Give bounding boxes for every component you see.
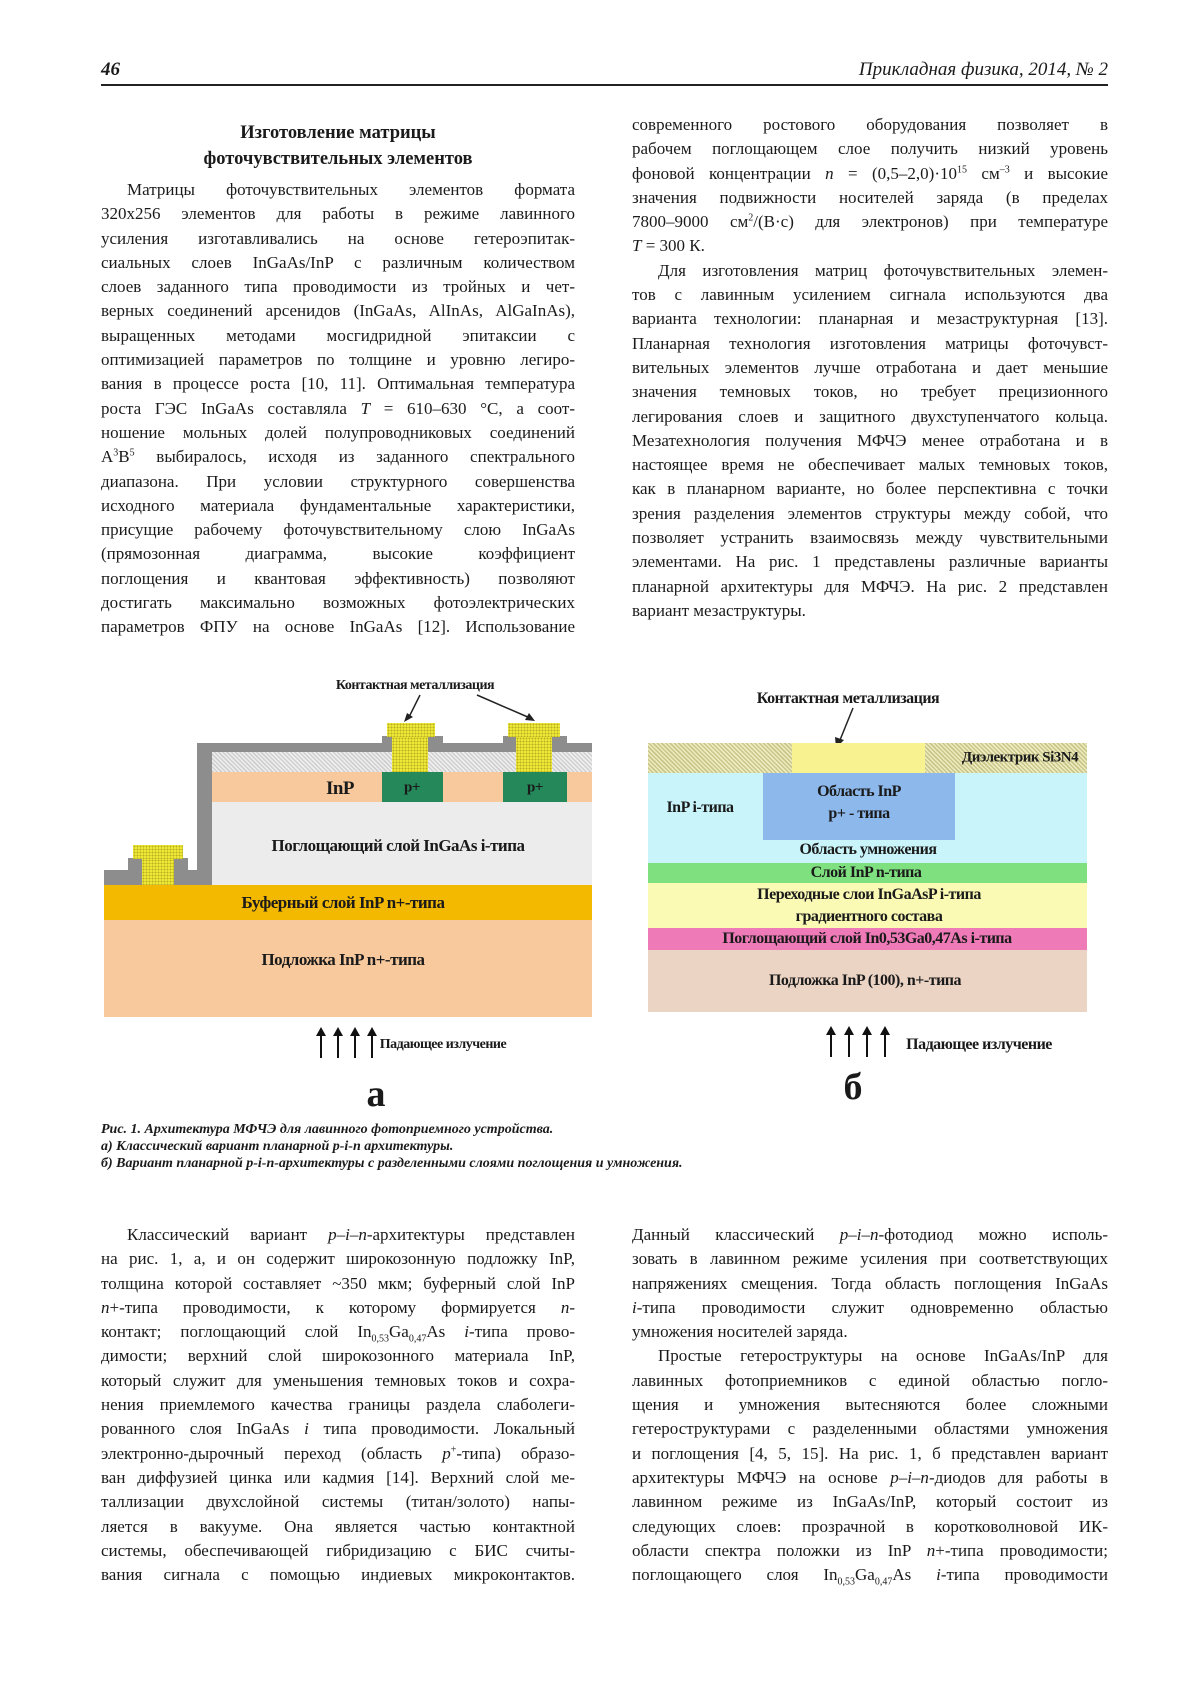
text-segment: контакт; поглощающий слой In (101, 1322, 372, 1342)
text-line: ношение мольных долей полупроводниковых соединений (101, 422, 575, 442)
text-line: зрения разделения элементов структуры между собой, что (632, 503, 1108, 523)
italic-segment: n (825, 163, 834, 183)
supscript-segment: 15 (957, 163, 967, 175)
contact-metal (792, 743, 925, 773)
text-segment: = 300 К. (641, 236, 705, 256)
text-segment: Классический вариант (127, 1225, 329, 1244)
p-plus-label: p+ (527, 779, 543, 796)
text-line (101, 1442, 575, 1466)
subscript-segment: 0,47 (408, 1333, 427, 1345)
text-line: оптимизацией параметров по толщине и уровню легиро- (101, 350, 575, 370)
text-line: элементами. На рис. 1 представлены различные варианты (632, 552, 1108, 572)
supscript-segment: 3 (113, 447, 119, 459)
text-line (101, 1417, 575, 1441)
italic-segment: p–i–n (328, 1225, 367, 1244)
italic-segment: n (926, 1540, 936, 1560)
text-segment: см (967, 163, 1000, 183)
text-line: лавинных фотоприемников с единой областью погло- (632, 1370, 1108, 1390)
text-line: современного ростового оборудования позволяет в (632, 115, 1108, 134)
text-segment: архитектуры МФЧЭ на основе (632, 1467, 891, 1487)
text-segment: +-типа проводимости, к которому формируется (109, 1297, 561, 1317)
column-bottom-right (632, 1223, 1108, 1587)
text-line: зовать в лавинном режиме усиления при соответствующих (632, 1249, 1108, 1269)
inp-label: InP (325, 778, 355, 799)
text-line (101, 1320, 575, 1344)
text-line: 320x256 элементов для работы в режиме лавинного (101, 204, 575, 224)
text-line: вительных элементов лучше отработана и дает меньшие (632, 357, 1108, 377)
italic-segment: T (632, 236, 642, 256)
text-line: слоев заданного типа проводимости из тройных и чет- (101, 277, 575, 297)
text-line (101, 1223, 575, 1247)
text-line (632, 1563, 1108, 1587)
text-line: рабочем поглощающем слое получить низкий уровень (632, 139, 1108, 159)
italic-segment: i (304, 1419, 309, 1439)
text-line: Матрицы фоточувствительных элементов формата (127, 180, 575, 199)
text-line: системы, обеспечивающей гибридизацию с БИС считы- (101, 1540, 575, 1560)
buffer-label: Буферный слой InP n+-типа (241, 893, 445, 912)
text-segment: -типа проводимости служит одновременно областью (636, 1297, 1108, 1317)
supscript-segment: –3 (999, 163, 1010, 175)
text-line: ван диффузией цинка или кадмия [14]. Верхний слой ме- (101, 1467, 575, 1487)
text-line: нения приемлемого качества границы раздела слаболеги- (101, 1395, 575, 1415)
figure-caption (101, 1121, 683, 1172)
text-line: щения и умножения вытесняются более сложными (632, 1395, 1108, 1415)
contact-metallization-label: Контактная металлизация (756, 690, 940, 707)
italic-segment: p–i–n (839, 1225, 879, 1244)
text-line: позволяет устранить взаимосвязь между чувствительными (632, 528, 1108, 548)
p-region-type-label: p+ - типа (828, 805, 890, 822)
text-line: планарной архитектуры для МФЧЭ. На рис. 2 представлен (632, 576, 1108, 596)
substrate-label: Подложка InP (100), n+-типа (768, 972, 962, 989)
text-line (101, 1296, 575, 1320)
text-segment: As (426, 1322, 465, 1342)
text-line: вания сигнала с помощью индиевых микроконтактов. (101, 1565, 575, 1585)
text-segment: 7800–9000 см (632, 212, 749, 232)
incident-arrow-icon (866, 1033, 868, 1057)
text-line: верных соединений арсенидов (InGaAs, AlInAs, AlGaInAs), (101, 301, 575, 321)
text-segment: -диодов для работы в (928, 1467, 1108, 1487)
supscript-segment: 2 (748, 212, 754, 224)
text-line: варианта технологии: планарная и мезаструктурная [13]. (632, 309, 1108, 329)
text-line: димости; верхний слой широкозонного материала InP, (101, 1346, 575, 1366)
text-segment: A (101, 447, 114, 467)
text-segment: -типа) образо- (456, 1443, 575, 1463)
text-line: настоящее время не обеспечивает малых темновых токов, (632, 455, 1108, 475)
italic-segment: n (560, 1297, 570, 1317)
italic-segment: T (360, 398, 371, 418)
text-line: гетероструктурами с разделенными областями умножения (632, 1419, 1108, 1439)
text-segment: типа проводимости. Локальный (308, 1419, 575, 1439)
text-segment: Ga (855, 1565, 875, 1585)
text-line: вания в процессе роста [10, 11]. Оптимальная температура (101, 374, 575, 394)
incident-arrow-icon (848, 1033, 850, 1057)
text-segment: = 610–630 °C, а соот- (370, 398, 575, 418)
dielectric-label: Диэлектрик Si3N4 (961, 749, 1079, 766)
text-line: таллизации двухслойной системы (титан/золото) напы- (101, 1492, 575, 1512)
text-segment: выбиралось, исходя из заданного спектрального (134, 447, 575, 467)
italic-segment: i (936, 1565, 941, 1585)
p-plus-label: p+ (404, 779, 420, 796)
text-segment: - (569, 1297, 575, 1317)
caption-title: Рис. 1. Архитектура МФЧЭ для лавинного фотоприемного устройства. (101, 1122, 554, 1137)
absorber-label: Поглощающий слой InGaAs i-типа (271, 836, 525, 855)
italic-segment: p (442, 1443, 451, 1463)
figure-a-letter: а (366, 1073, 386, 1115)
section-heading-line: фоточувствительных элементов (203, 149, 473, 169)
text-line: тов с лавинным усилением сигнала используются два (632, 285, 1108, 305)
text-segment: электронно-дырочный переход (область (101, 1443, 443, 1463)
text-line: исходного материала фундаментальные характеристики, (101, 495, 575, 515)
italic-segment: p–i–n (890, 1467, 929, 1487)
text-line: толщина которой составляет ~350 мкм; буферный слой InP (101, 1273, 575, 1293)
text-line: Мезатехнология получения МФЧЭ менее отработана и в (632, 430, 1108, 450)
italic-segment: n (101, 1297, 110, 1317)
text-line: умножения носителей заряда. (632, 1322, 848, 1342)
text-segment: -фотодиод можно исполь- (878, 1225, 1108, 1244)
contact-arrow (0, 0, 1200, 760)
mesa-sidewall (197, 743, 212, 885)
supscript-segment: + (450, 1444, 457, 1456)
subscript-segment: 0,53 (371, 1333, 389, 1345)
text-segment: Ga (389, 1322, 409, 1342)
caption-a: а) Классический вариант планарной p-i-n архитектуры. (101, 1139, 454, 1154)
contact-metallization-label: Контактная металлизация (335, 678, 495, 693)
column-bottom-left (101, 1223, 575, 1587)
section-heading-line: Изготовление матрицы (240, 123, 436, 143)
text-segment: области спектра положки из InP (632, 1540, 927, 1560)
n-contact-metal (133, 845, 183, 859)
text-line: следующих слоев: прозрачной в коротковолновой ИК- (632, 1516, 1108, 1536)
text-line: значения темновых токов, но требует прецизионного (632, 382, 1108, 402)
text-line: и поглощения [4, 5, 15]. На рис. 1, б представлен вариант (632, 1443, 1108, 1463)
text-line (632, 1539, 1108, 1563)
text-line: усиления изготавливались на основе гетероэпитак- (101, 228, 575, 248)
p-region-label: Область InP (817, 783, 901, 800)
italic-segment: i (464, 1322, 469, 1342)
text-line: вариант мезаструктуры. (632, 600, 806, 620)
text-line: Для изготовления матриц фоточувствительных элемен- (658, 260, 1108, 280)
text-line: параметров ФПУ на основе InGaAs [12]. Использование (101, 617, 575, 637)
text-segment: роста ГЭС InGaAs составляла (101, 398, 361, 418)
text-line: присущие рабочему фоточувствительному слою InGaAs (101, 520, 575, 540)
text-line: сиальных слоев InGaAs/InP с различным количеством (101, 252, 575, 272)
text-line: Простые гетероструктуры на основе InGaAs/InP для (658, 1346, 1108, 1366)
text-line: диапазона. При условии структурного совершенства (101, 471, 575, 491)
n-layer-label: Слой InP n-типа (810, 864, 922, 881)
text-line: который служит для уменьшения темновых токов и сохра- (101, 1370, 575, 1390)
subscript-segment: 0,53 (837, 1576, 856, 1588)
text-line: поглощения и квантовая эффективность) позволяют (101, 568, 575, 588)
incident-arrow-icon (320, 1034, 322, 1058)
text-line: выращенных методами мосгидридной эпитаксии с (101, 325, 575, 345)
text-segment: -типа прово- (468, 1322, 575, 1342)
incident-arrow-icon (354, 1034, 356, 1058)
text-segment: -архитектуры представлен (366, 1225, 575, 1244)
text-line (632, 1466, 1108, 1490)
supscript-segment: 5 (129, 447, 135, 459)
text-segment: -типа проводимости (940, 1565, 1108, 1585)
text-line (632, 1223, 1108, 1247)
inp-i-label: InP i-типа (666, 799, 734, 816)
text-segment: B (118, 447, 130, 467)
transition-label: Переходные слои InGaAsP i-типа (757, 886, 981, 903)
text-segment: /(В·с) для электронов) при температуре (753, 212, 1108, 232)
subscript-segment: 0,47 (874, 1576, 893, 1588)
incident-arrow-icon (337, 1034, 339, 1058)
incident-arrow-icon (884, 1033, 886, 1057)
multiplication-label: Область умножения (799, 841, 937, 858)
figure-b-letter: б (843, 1066, 863, 1108)
text-line: легирования слоев и защитного двухступенчатого кольца. (632, 406, 1108, 426)
text-segment: поглощающего слоя In (632, 1565, 838, 1585)
text-segment: = (0,5–2,0)·10 (833, 163, 957, 183)
text-line: на рис. 1, а, и он содержит широкозонную подложку InP, (101, 1249, 575, 1269)
italic-segment: i (632, 1297, 637, 1317)
incident-arrow-icon (830, 1033, 832, 1057)
text-segment: +-типа проводимости; (935, 1540, 1108, 1560)
absorber-label: Поглощающий слой In0,53Ga0,47As i-типа (722, 930, 1012, 947)
n-contact-metal-stem (142, 859, 174, 885)
caption-b: б) Вариант планарной p-i-n-архитектуры с разделенными слоями поглощения и умножения. (101, 1156, 683, 1171)
text-segment: и высокие (1009, 163, 1108, 183)
text-line: (прямозонная диаграмма, высокие коэффициент (101, 544, 575, 564)
text-line: Планарная технология изготовления матрицы фоточувст- (632, 333, 1108, 353)
incident-radiation-label: Падающее излучение (906, 1036, 1052, 1053)
text-segment: Данный классический (632, 1225, 840, 1244)
text-line: значения подвижности носителей заряда (в пределах (632, 187, 1108, 207)
dielectric-left (648, 743, 792, 773)
transition-label-2: градиентного состава (795, 908, 943, 925)
incident-arrow-icon (371, 1034, 373, 1058)
text-line: лавинном режиме из InGaAs/InP, который состоит из (632, 1492, 1108, 1512)
text-line: напряжениях смещения. Тогда область поглощения InGaAs (632, 1273, 1108, 1293)
incident-radiation-label: Падающее излучение (379, 1037, 507, 1052)
text-line: достигать максимально возможных фотоэлектрических (101, 593, 575, 613)
text-line: ляется в вакууме. Она является частью контактной (101, 1516, 575, 1536)
text-line (632, 1296, 1108, 1320)
text-segment: рованного слоя InGaAs (101, 1419, 305, 1439)
journal-title: Прикладная физика, 2014, № 2 (858, 59, 1108, 80)
text-segment: As (892, 1565, 937, 1585)
text-line: как в планарном варианте, но более перспективна с точки (632, 479, 1108, 499)
text-segment: фоновой концентрации (632, 163, 826, 183)
page-number: 46 (101, 59, 120, 80)
substrate-label: Подложка InP n+-типа (261, 950, 425, 969)
